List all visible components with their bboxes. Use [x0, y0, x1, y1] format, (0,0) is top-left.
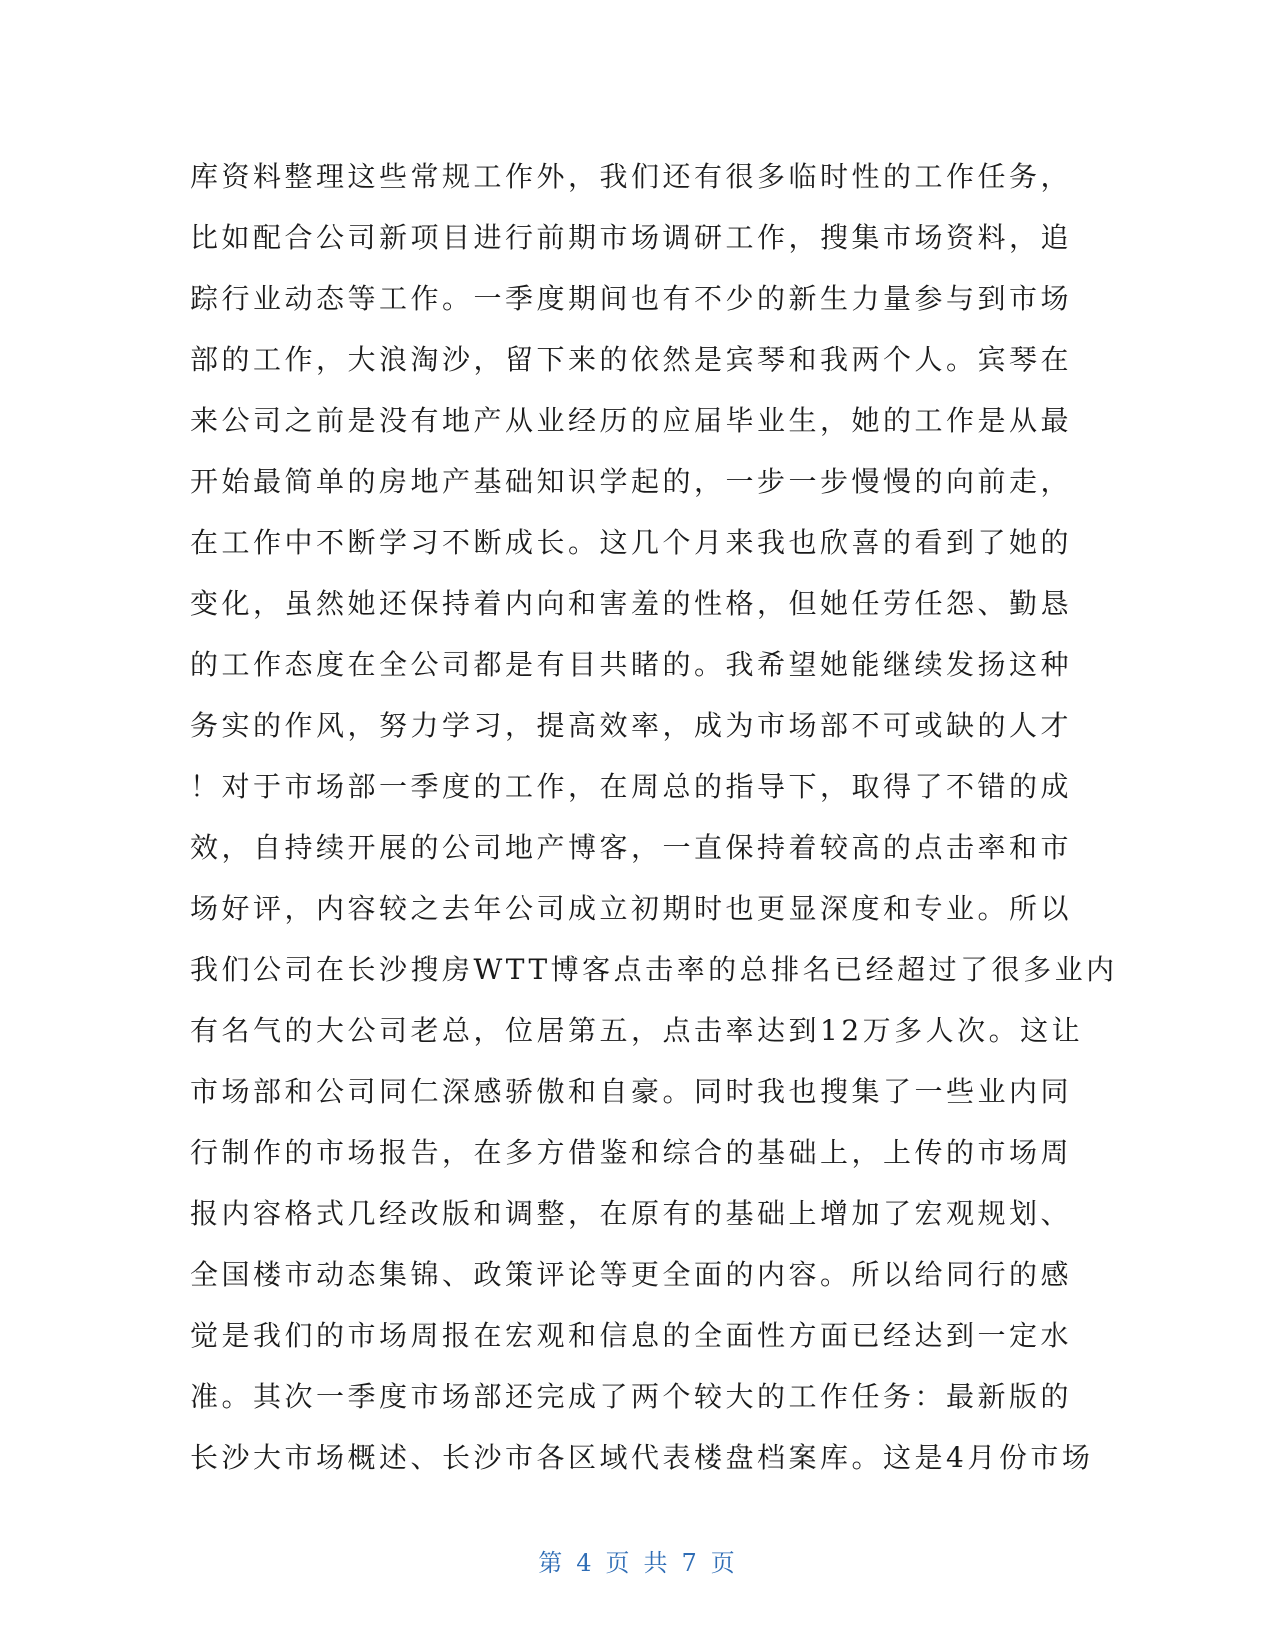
text-line: 我们公司在长沙搜房WTT博客点击率的总排名已经超过了很多业内	[190, 953, 1118, 986]
text-line: 有名气的大公司老总，位居第五，点击率达到12万多人次。这让	[190, 1014, 1084, 1047]
text-line: 在工作中不断学习不断成长。这几个月来我也欣喜的看到了她的	[190, 526, 1073, 559]
text-line: 开始最简单的房地产基础知识学起的，一步一步慢慢的向前走，	[190, 465, 1073, 498]
page-total: 7	[681, 1549, 699, 1577]
page-number: 4	[576, 1549, 594, 1577]
body-text	[190, 146, 1118, 1488]
text-line: 准。其次一季度市场部还完成了两个较大的工作任务：最新版的	[190, 1380, 1073, 1413]
text-line: 报内容格式几经改版和调整，在原有的基础上增加了宏观规划、	[190, 1197, 1073, 1230]
footer-ye: 页	[605, 1549, 632, 1577]
text-line: 比如配合公司新项目进行前期市场调研工作，搜集市场资料，追	[190, 221, 1073, 254]
text-line: 效，自持续开展的公司地产博客，一直保持着较高的点击率和市	[190, 831, 1073, 864]
text-line: 务实的作风，努力学习，提高效率，成为市场部不可或缺的人才	[190, 709, 1073, 742]
text-line: 的工作态度在全公司都是有目共睹的。我希望她能继续发扬这种	[190, 648, 1073, 681]
footer-ye2: 页	[710, 1549, 737, 1577]
text-line: 长沙大市场概述、长沙市各区域代表楼盘档案库。这是4月份市场	[190, 1441, 1094, 1474]
page-footer	[0, 1543, 1275, 1578]
text-line: 觉是我们的市场周报在宏观和信息的全面性方面已经达到一定水	[190, 1319, 1073, 1352]
text-line: 场好评，内容较之去年公司成立初期时也更显深度和专业。所以	[190, 892, 1073, 925]
text-line: 市场部和公司同仁深感骄傲和自豪。同时我也搜集了一些业内同	[190, 1075, 1073, 1108]
text-line: 踪行业动态等工作。一季度期间也有不少的新生力量参与到市场	[190, 282, 1073, 315]
text-line: ！对于市场部一季度的工作，在周总的指导下，取得了不错的成	[190, 770, 1073, 803]
footer-di: 第	[538, 1549, 565, 1577]
text-line: 行制作的市场报告，在多方借鉴和综合的基础上，上传的市场周	[190, 1136, 1073, 1169]
text-line: 部的工作，大浪淘沙，留下来的依然是宾琴和我两个人。宾琴在	[190, 343, 1073, 376]
footer-gong: 共	[643, 1549, 670, 1577]
text-line: 变化，虽然她还保持着内向和害羞的性格，但她任劳任怨、勤恳	[190, 587, 1073, 620]
text-line: 来公司之前是没有地产从业经历的应届毕业生，她的工作是从最	[190, 404, 1073, 437]
text-line: 全国楼市动态集锦、政策评论等更全面的内容。所以给同行的感	[190, 1258, 1073, 1291]
text-line: 库资料整理这些常规工作外，我们还有很多临时性的工作任务，	[190, 160, 1073, 193]
